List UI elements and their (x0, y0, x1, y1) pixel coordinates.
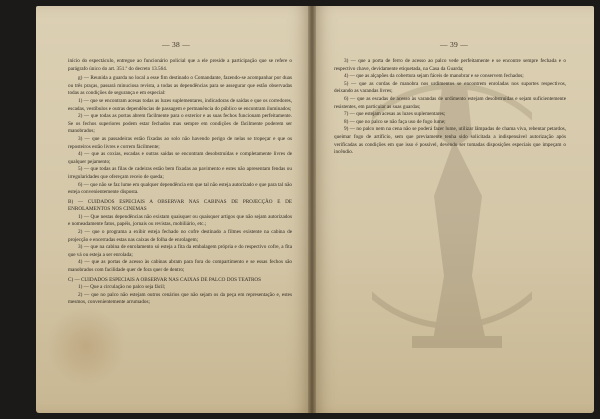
left-page-text (68, 58, 292, 307)
paper-stain (46, 306, 126, 386)
list-item: 9) — no palco nem na cena não se poderá fazer lume, utilizar lâmpadas de chama viva, rebentar petardos, queimar fogo de artifício, sem que previamente tenha sido solicitada a indispensável autorização após verificadas as condições em que isso é possível, devendo ser tomadas disposições especiais que impeçam o incêndio. (334, 126, 566, 156)
list-item: 4) — que as coxias, escadas e outras saídas se encontram desobstruídas e completamente livres de qualquer pejamento; (68, 151, 292, 165)
list-item: 5) — que as cordas de manobra nos urdimentos se encontrem enroladas nos suportes respectivos, deixando as varandas livres; (334, 80, 566, 95)
list-item: 1) — Que nestas dependências não existam quaisquer ou quaisquer artigos que não sejam autorizados e nomeadamente fatos, papéis, jornais ou revistas, mobiliário, etc.; (68, 213, 292, 228)
list-item: 5) — que todas as filas de cadeiras estão bem fixadas ao pavimento e estes não apresentam fendas ou irregularidades que ofereçam receio de queda; (68, 166, 292, 180)
list-item: 2) — que todas as portas abrem fàcilmente para o exterior e as suas fechos funcionam perfeitamente. Se os fechos superiores podem estar fechados mas sempre em condições de fàcilmente poderem ser manobrados; (68, 113, 292, 135)
section-heading: C) — CUIDADOS ESPECIAIS A OBSERVAR NAS CAIXAS DE PALCO DOS TEATROS (68, 276, 262, 283)
list-item: 2) — que no palco não estejam outros cenários que não sejam os da peça em representação e, estes mesmos, convenientemente arrumados; (68, 291, 292, 306)
list-item: 2) — que o programa a exibir esteja fechado no cofre destinado a filmes existente na cabina de projecção e encerradas estas nas caixas de folha de enrolagem; (68, 229, 292, 243)
left-page (36, 6, 312, 413)
list-item: 4) — que as alçapões da cobertura sejam fáceis de manobrar e se conservem fechados; (344, 73, 524, 80)
page-number-right: — 39 — (440, 40, 469, 49)
list-item: 7) — que estejam acesas as luzes suplementares; (344, 111, 446, 118)
list-item: 3) — que na cabina de enrolamento só esteja a fita da embalagem própria e do respectivo cofre, a fita que vá ou esteja a ser enrolada; (68, 244, 292, 258)
right-page-text (334, 58, 566, 157)
book-spine (308, 6, 316, 413)
list-item: 6) — que as escadas de acesso às varandas de urdimento estejam desobstruídas e sejam suficientemente resistentes, em particular as suas guardas; (334, 95, 566, 110)
list-item: 6) — que não se faz lume em qualquer dependência em que tal não esteja autorizado e que para tal não esteja convenientemente disposta. (68, 181, 292, 196)
open-book (36, 6, 594, 413)
list-item: 8) — que no palco se não faça uso de fogo lume; (344, 118, 446, 125)
paragraph: início do espectáculo, entregue ao funcionário policial que a ele preside a participação que se refere o parágrafo único do art. 351.º do decreto 13.564. (68, 58, 292, 72)
right-page (312, 6, 594, 413)
paragraph: g) — Reunida a guarda no local a esse fim destinado o Comandante, fazendo-se acompanhar por duas ou três praças, passará minuciosa revista, a todas as dependências para se assegurar que estão observadas todas as condições de segurança e em especial: (68, 75, 292, 97)
list-item: 1) — Que a circulação no palco seja fácil; (78, 284, 166, 291)
list-item: 1) — que se encontram acesas todas as luzes suplementares, indicadoras de saídas e que os corredores, escadas, vestíbulos e outras dependências de passagem e permanência do público se encontram iluminados; (68, 97, 292, 112)
page-number-left: — 38 — (162, 40, 191, 49)
list-item: 3) — que as passadeiras estão fixadas ao solo não havendo perigo de nelas se tropeçar e que os reposteiros estão livres e correm fàcilmente; (68, 135, 292, 150)
list-item: 4) — que as portas de acesso às cabinas abram para fora do compartimento e se essas fechos são manobrados com facilidade quer de fora quer de dentro; (68, 259, 292, 274)
list-item: 3) — que a porta de ferro de acesso ao palco vede perfeitamente e se encontre sempre fechada e o respectivo chave, devidamente etiquetada, na Casa da Guarda; (334, 58, 566, 72)
section-heading: B) — CUIDADOS ESPECIAIS A OBSERVAR NAS CABINAS DE PROJECÇÃO E DE ENROLAMENTOS NOS CINEMAS (68, 198, 292, 213)
